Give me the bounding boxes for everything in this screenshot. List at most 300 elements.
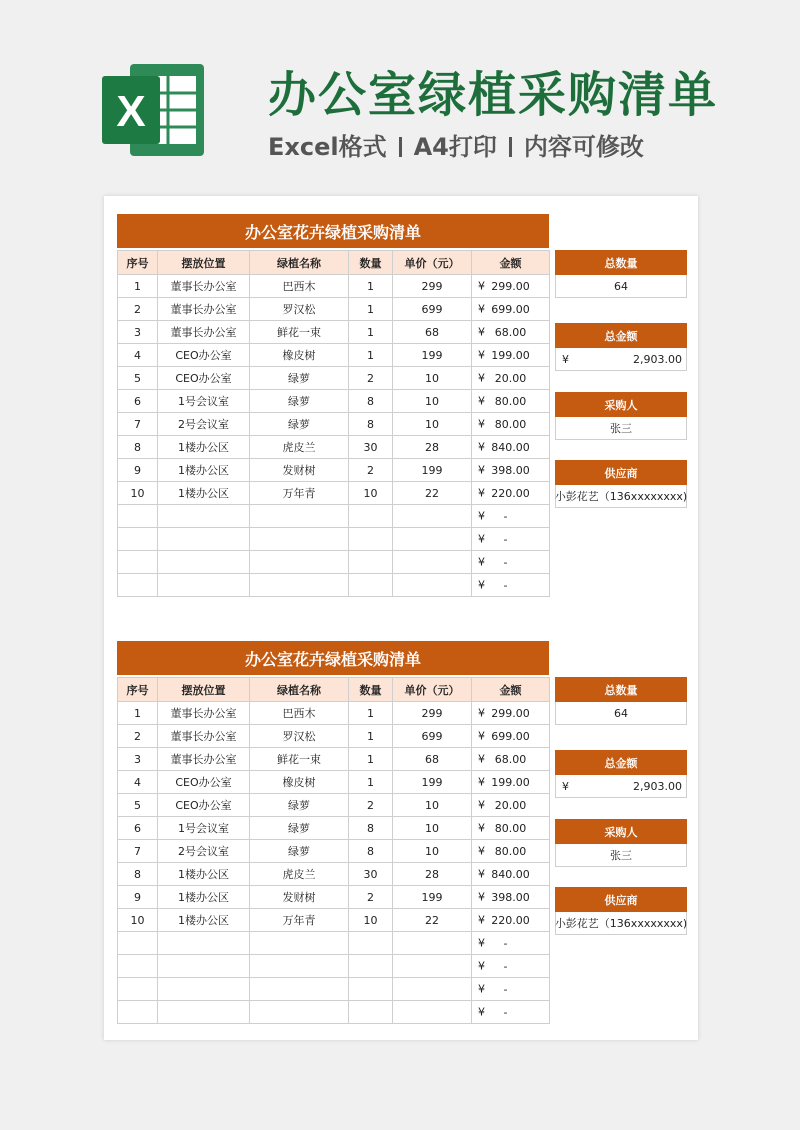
table-cell[interactable]: 10	[393, 390, 472, 413]
currency-symbol: ¥	[478, 302, 485, 316]
table-cell[interactable]: 2	[349, 367, 393, 390]
table-cell[interactable]: 4	[118, 344, 158, 367]
table-cell[interactable]	[393, 574, 472, 597]
amount-value: 20.00	[494, 371, 527, 385]
table-cell[interactable]: 1	[349, 771, 393, 794]
table-cell[interactable]	[349, 932, 393, 955]
table-cell[interactable]: 1	[349, 748, 393, 771]
table-cell[interactable]: 绿萝	[250, 390, 349, 413]
amount-cell[interactable]	[472, 482, 550, 505]
table-cell[interactable]: 绿萝	[250, 794, 349, 817]
total-quantity-value[interactable]: 64	[555, 702, 687, 725]
amount-cell[interactable]	[472, 367, 550, 390]
total-amount-number: 2,903.00	[633, 352, 682, 366]
amount-value: 699.00	[491, 302, 530, 316]
table-cell[interactable]: 虎皮兰	[250, 436, 349, 459]
amount-cell[interactable]	[472, 932, 550, 955]
table-cell[interactable]: 299	[393, 702, 472, 725]
currency-symbol: ¥	[478, 509, 485, 523]
table-cell[interactable]: 8	[349, 413, 393, 436]
table-cell[interactable]	[250, 574, 349, 597]
supplier-value[interactable]: 小彭花艺（136xxxxxxxx)	[555, 912, 687, 935]
page-subtitle	[268, 127, 644, 162]
amount-value: 80.00	[494, 417, 527, 431]
amount-value: 299.00	[491, 706, 530, 720]
table-cell[interactable]: 3	[118, 321, 158, 344]
table-cell[interactable]	[118, 551, 158, 574]
total-amount-label: 总金额	[555, 750, 687, 775]
currency-symbol: ¥	[478, 729, 485, 743]
table-cell[interactable]: 10	[393, 367, 472, 390]
supplier-block	[555, 887, 687, 935]
table-cell[interactable]: 绿萝	[250, 817, 349, 840]
table-cell[interactable]: 1	[349, 298, 393, 321]
col-index-header: 序号	[118, 251, 158, 275]
table-cell[interactable]	[250, 978, 349, 1001]
total-quantity-label: 总数量	[555, 677, 687, 702]
table-cell[interactable]: 绿萝	[250, 413, 349, 436]
table-cell[interactable]: 鲜花一束	[250, 748, 349, 771]
table-row	[118, 275, 550, 298]
amount-value: 80.00	[494, 821, 527, 835]
table-cell[interactable]	[393, 1001, 472, 1024]
col-plant-name-header: 绿植名称	[250, 251, 349, 275]
table-cell[interactable]: 发财树	[250, 886, 349, 909]
currency-symbol: ¥	[478, 325, 485, 339]
table-cell[interactable]: 28	[393, 863, 472, 886]
currency-symbol: ¥	[478, 752, 485, 766]
table-cell[interactable]: 199	[393, 771, 472, 794]
amount-value: 80.00	[494, 394, 527, 408]
amount-value: -	[503, 936, 508, 950]
table-cell[interactable]: 2号会议室	[158, 413, 250, 436]
col-location-header: 摆放位置	[158, 251, 250, 275]
currency-symbol: ¥	[478, 348, 485, 362]
table-row	[118, 978, 550, 1001]
table-cell[interactable]: 7	[118, 413, 158, 436]
table-cell[interactable]: 3	[118, 748, 158, 771]
amount-cell[interactable]	[472, 886, 550, 909]
table-cell[interactable]: 1	[118, 702, 158, 725]
total-amount-block	[555, 750, 687, 798]
amount-cell[interactable]	[472, 909, 550, 932]
currency-symbol: ¥	[562, 352, 569, 366]
purchaser-block	[555, 819, 687, 867]
table-cell[interactable]: 1楼办公区	[158, 459, 250, 482]
total-amount-label: 总金额	[555, 323, 687, 348]
amount-cell[interactable]	[472, 794, 550, 817]
table-cell[interactable]: 8	[349, 840, 393, 863]
currency-symbol: ¥	[478, 532, 485, 546]
subtitle-edit: 内容可修改	[523, 133, 644, 161]
col-location-header: 摆放位置	[158, 678, 250, 702]
table-cell[interactable]: 罗汉松	[250, 725, 349, 748]
total-quantity-value[interactable]: 64	[555, 275, 687, 298]
table-cell[interactable]: 2	[349, 459, 393, 482]
table-cell[interactable]: 1楼办公区	[158, 909, 250, 932]
total-quantity-label: 总数量	[555, 250, 687, 275]
table-cell[interactable]: 28	[393, 436, 472, 459]
col-unit-price-header: 单价（元）	[393, 678, 472, 702]
table-row	[118, 794, 550, 817]
table-cell[interactable]: 巴西木	[250, 275, 349, 298]
subtitle-print: A4打印	[413, 133, 497, 161]
table-row	[118, 840, 550, 863]
supplier-label: 供应商	[555, 887, 687, 912]
table-cell[interactable]: 4	[118, 771, 158, 794]
total-amount-number: 2,903.00	[633, 779, 682, 793]
currency-symbol: ¥	[478, 1005, 485, 1019]
currency-symbol: ¥	[478, 982, 485, 996]
table-cell[interactable]: 罗汉松	[250, 298, 349, 321]
amount-value: 699.00	[491, 729, 530, 743]
table-cell[interactable]	[118, 978, 158, 1001]
table-cell[interactable]	[250, 551, 349, 574]
page-header	[0, 0, 800, 180]
table-cell[interactable]: 199	[393, 459, 472, 482]
amount-value: 199.00	[491, 775, 530, 789]
table-row	[118, 482, 550, 505]
excel-logo-icon	[100, 60, 206, 160]
table-cell[interactable]	[118, 1001, 158, 1024]
table-cell[interactable]: 10	[393, 817, 472, 840]
currency-symbol: ¥	[478, 463, 485, 477]
table-row	[118, 771, 550, 794]
table-cell[interactable]	[118, 955, 158, 978]
table-row	[118, 298, 550, 321]
amount-cell[interactable]	[472, 574, 550, 597]
table-cell[interactable]: 10	[393, 840, 472, 863]
table-cell[interactable]: 699	[393, 298, 472, 321]
table-cell[interactable]: 9	[118, 459, 158, 482]
table-cell[interactable]	[158, 574, 250, 597]
table-row	[118, 817, 550, 840]
amount-cell[interactable]	[472, 817, 550, 840]
currency-symbol: ¥	[478, 959, 485, 973]
table-cell[interactable]: 橡皮树	[250, 344, 349, 367]
currency-symbol: ¥	[478, 394, 485, 408]
table-cell[interactable]	[349, 574, 393, 597]
table-cell[interactable]: 6	[118, 817, 158, 840]
amount-cell[interactable]	[472, 840, 550, 863]
table-row	[118, 574, 550, 597]
table-cell[interactable]: 巴西木	[250, 702, 349, 725]
table-cell[interactable]	[158, 978, 250, 1001]
table-cell[interactable]: 30	[349, 863, 393, 886]
table-cell[interactable]: 68	[393, 321, 472, 344]
col-amount-header: 金额	[472, 678, 550, 702]
table-cell[interactable]: 1	[349, 275, 393, 298]
table-header-row	[118, 678, 550, 702]
amount-cell[interactable]	[472, 978, 550, 1001]
document-page	[104, 196, 698, 1040]
purchaser-block	[555, 392, 687, 440]
total-amount-block	[555, 323, 687, 371]
table-row	[118, 932, 550, 955]
table-cell[interactable]: 8	[118, 863, 158, 886]
table-cell[interactable]: 2号会议室	[158, 840, 250, 863]
table-cell[interactable]: 虎皮兰	[250, 863, 349, 886]
table-cell[interactable]: 万年青	[250, 482, 349, 505]
table-cell[interactable]	[393, 528, 472, 551]
table-cell[interactable]: 10	[393, 794, 472, 817]
table-cell[interactable]: 鲜花一束	[250, 321, 349, 344]
table-cell[interactable]	[118, 528, 158, 551]
purchaser-label: 采购人	[555, 819, 687, 844]
table-cell[interactable]: 1号会议室	[158, 390, 250, 413]
table-row	[118, 702, 550, 725]
sheet-title: 办公室花卉绿植采购清单	[117, 641, 549, 675]
amount-cell[interactable]	[472, 771, 550, 794]
table-cell[interactable]: 8	[118, 436, 158, 459]
table-cell[interactable]: 橡皮树	[250, 771, 349, 794]
table-cell[interactable]: 199	[393, 344, 472, 367]
amount-cell[interactable]	[472, 748, 550, 771]
currency-symbol: ¥	[478, 706, 485, 720]
table-cell[interactable]	[393, 978, 472, 1001]
table-cell[interactable]	[250, 505, 349, 528]
table-cell[interactable]: 5	[118, 367, 158, 390]
total-amount-value[interactable]	[555, 348, 687, 371]
amount-value: -	[503, 578, 508, 592]
supplier-block	[555, 460, 687, 508]
table-cell[interactable]: CEO办公室	[158, 771, 250, 794]
table-row	[118, 909, 550, 932]
table-cell[interactable]: 22	[393, 482, 472, 505]
amount-cell[interactable]	[472, 1001, 550, 1024]
amount-cell[interactable]	[472, 551, 550, 574]
amount-value: -	[503, 1005, 508, 1019]
currency-symbol: ¥	[478, 775, 485, 789]
table-cell[interactable]: 299	[393, 275, 472, 298]
table-cell[interactable]: 8	[349, 817, 393, 840]
table-cell[interactable]: 1	[349, 321, 393, 344]
amount-value: 840.00	[491, 440, 530, 454]
table-row	[118, 505, 550, 528]
table-cell[interactable]: 199	[393, 886, 472, 909]
table-cell[interactable]	[349, 1001, 393, 1024]
amount-cell[interactable]	[472, 275, 550, 298]
table-cell[interactable]: 1	[118, 275, 158, 298]
table-cell[interactable]: 董事长办公室	[158, 702, 250, 725]
table-cell[interactable]	[393, 932, 472, 955]
amount-value: -	[503, 959, 508, 973]
table-cell[interactable]: 2	[349, 794, 393, 817]
amount-value: 398.00	[491, 463, 530, 477]
currency-symbol: ¥	[478, 578, 485, 592]
separator-bar	[399, 137, 402, 157]
table-cell[interactable]	[393, 505, 472, 528]
amount-value: -	[503, 509, 508, 523]
currency-symbol: ¥	[478, 890, 485, 904]
col-quantity-header: 数量	[349, 251, 393, 275]
table-cell[interactable]: 8	[349, 390, 393, 413]
table-cell[interactable]: 1	[349, 344, 393, 367]
table-cell[interactable]: 董事长办公室	[158, 298, 250, 321]
amount-cell[interactable]	[472, 725, 550, 748]
table-cell[interactable]: 2	[118, 298, 158, 321]
table-row	[118, 413, 550, 436]
amount-value: 20.00	[494, 798, 527, 812]
currency-symbol: ¥	[478, 279, 485, 293]
amount-cell[interactable]	[472, 413, 550, 436]
table-cell[interactable]: 1楼办公区	[158, 886, 250, 909]
table-cell[interactable]	[393, 551, 472, 574]
table-cell[interactable]	[158, 955, 250, 978]
table-cell[interactable]: 2	[118, 725, 158, 748]
currency-symbol: ¥	[478, 913, 485, 927]
amount-value: 80.00	[494, 844, 527, 858]
table-cell[interactable]: 发财树	[250, 459, 349, 482]
col-quantity-header: 数量	[349, 678, 393, 702]
table-cell[interactable]: 董事长办公室	[158, 321, 250, 344]
table-cell[interactable]: 董事长办公室	[158, 748, 250, 771]
currency-symbol: ¥	[478, 371, 485, 385]
table-row	[118, 725, 550, 748]
table-cell[interactable]: 董事长办公室	[158, 275, 250, 298]
table-row	[118, 886, 550, 909]
table-row	[118, 528, 550, 551]
table-cell[interactable]	[349, 551, 393, 574]
currency-symbol: ¥	[478, 417, 485, 431]
table-cell[interactable]: 7	[118, 840, 158, 863]
currency-symbol: ¥	[478, 440, 485, 454]
table-cell[interactable]	[349, 505, 393, 528]
col-index-header: 序号	[118, 678, 158, 702]
table-cell[interactable]: CEO办公室	[158, 344, 250, 367]
table-cell[interactable]: 1	[349, 702, 393, 725]
amount-value: 68.00	[494, 325, 527, 339]
subtitle-format: Excel格式	[268, 133, 387, 161]
table-cell[interactable]: 22	[393, 909, 472, 932]
table-cell[interactable]: 10	[118, 909, 158, 932]
amount-value: 398.00	[491, 890, 530, 904]
amount-cell[interactable]	[472, 344, 550, 367]
amount-cell[interactable]	[472, 505, 550, 528]
table-cell[interactable]: 2	[349, 886, 393, 909]
table-cell[interactable]	[250, 955, 349, 978]
sheet-title: 办公室花卉绿植采购清单	[117, 214, 549, 248]
table-cell[interactable]	[158, 551, 250, 574]
table-cell[interactable]: 5	[118, 794, 158, 817]
amount-cell[interactable]	[472, 955, 550, 978]
amount-value: -	[503, 555, 508, 569]
table-row	[118, 390, 550, 413]
page-title: 办公室绿植采购清单	[268, 67, 719, 123]
amount-value: -	[503, 532, 508, 546]
total-quantity-block	[555, 250, 687, 298]
table-cell[interactable]	[158, 1001, 250, 1024]
total-amount-value[interactable]	[555, 775, 687, 798]
amount-cell[interactable]	[472, 298, 550, 321]
amount-cell[interactable]	[472, 459, 550, 482]
table-cell[interactable]	[250, 932, 349, 955]
amount-cell[interactable]	[472, 436, 550, 459]
table-cell[interactable]	[349, 978, 393, 1001]
table-cell[interactable]	[118, 574, 158, 597]
col-plant-name-header: 绿植名称	[250, 678, 349, 702]
currency-symbol: ¥	[478, 555, 485, 569]
table-cell[interactable]: 董事长办公室	[158, 725, 250, 748]
amount-cell[interactable]	[472, 702, 550, 725]
table-cell[interactable]: 9	[118, 886, 158, 909]
amount-value: 68.00	[494, 752, 527, 766]
amount-value: 840.00	[491, 867, 530, 881]
currency-symbol: ¥	[478, 844, 485, 858]
table-cell[interactable]	[158, 932, 250, 955]
supplier-value[interactable]: 小彭花艺（136xxxxxxxx)	[555, 485, 687, 508]
table-cell[interactable]: 10	[349, 482, 393, 505]
table-cell[interactable]: 1楼办公区	[158, 863, 250, 886]
table-cell[interactable]: 绿萝	[250, 367, 349, 390]
table-cell[interactable]: 68	[393, 748, 472, 771]
table-cell[interactable]: 1号会议室	[158, 817, 250, 840]
table-cell[interactable]	[250, 1001, 349, 1024]
table-header-row	[118, 251, 550, 275]
currency-symbol: ¥	[478, 821, 485, 835]
table-cell[interactable]: 1楼办公区	[158, 482, 250, 505]
amount-value: -	[503, 982, 508, 996]
currency-symbol: ¥	[562, 779, 569, 793]
currency-symbol: ¥	[478, 867, 485, 881]
table-cell[interactable]	[158, 528, 250, 551]
table-cell[interactable]	[158, 505, 250, 528]
table-cell[interactable]: 10	[118, 482, 158, 505]
currency-symbol: ¥	[478, 486, 485, 500]
amount-cell[interactable]	[472, 863, 550, 886]
table-cell[interactable]: 30	[349, 436, 393, 459]
table-cell[interactable]	[118, 932, 158, 955]
purchaser-label: 采购人	[555, 392, 687, 417]
table-cell[interactable]	[349, 955, 393, 978]
table-cell[interactable]	[393, 955, 472, 978]
table-cell[interactable]: 1	[349, 725, 393, 748]
table-row	[118, 367, 550, 390]
purchaser-value[interactable]: 张三	[555, 417, 687, 440]
total-quantity-block	[555, 677, 687, 725]
currency-symbol: ¥	[478, 936, 485, 950]
col-unit-price-header: 单价（元）	[393, 251, 472, 275]
table-cell[interactable]: 万年青	[250, 909, 349, 932]
amount-cell[interactable]	[472, 390, 550, 413]
table-row	[118, 863, 550, 886]
table-cell[interactable]	[250, 528, 349, 551]
table-cell[interactable]	[349, 528, 393, 551]
amount-value: 220.00	[491, 486, 530, 500]
table-cell[interactable]	[118, 505, 158, 528]
table-cell[interactable]: 699	[393, 725, 472, 748]
amount-value: 220.00	[491, 913, 530, 927]
table-cell[interactable]: 绿萝	[250, 840, 349, 863]
logo-letter: X	[116, 87, 146, 136]
table-row	[118, 344, 550, 367]
table-cell[interactable]: 10	[349, 909, 393, 932]
table-cell[interactable]: CEO办公室	[158, 367, 250, 390]
amount-cell[interactable]	[472, 321, 550, 344]
amount-value: 299.00	[491, 279, 530, 293]
col-amount-header: 金额	[472, 251, 550, 275]
table-cell[interactable]: CEO办公室	[158, 794, 250, 817]
table-row	[118, 436, 550, 459]
table-cell[interactable]: 1楼办公区	[158, 436, 250, 459]
amount-value: 199.00	[491, 348, 530, 362]
table-cell[interactable]: 6	[118, 390, 158, 413]
table-row	[118, 748, 550, 771]
supplier-label: 供应商	[555, 460, 687, 485]
table-cell[interactable]: 10	[393, 413, 472, 436]
purchaser-value[interactable]: 张三	[555, 844, 687, 867]
amount-cell[interactable]	[472, 528, 550, 551]
